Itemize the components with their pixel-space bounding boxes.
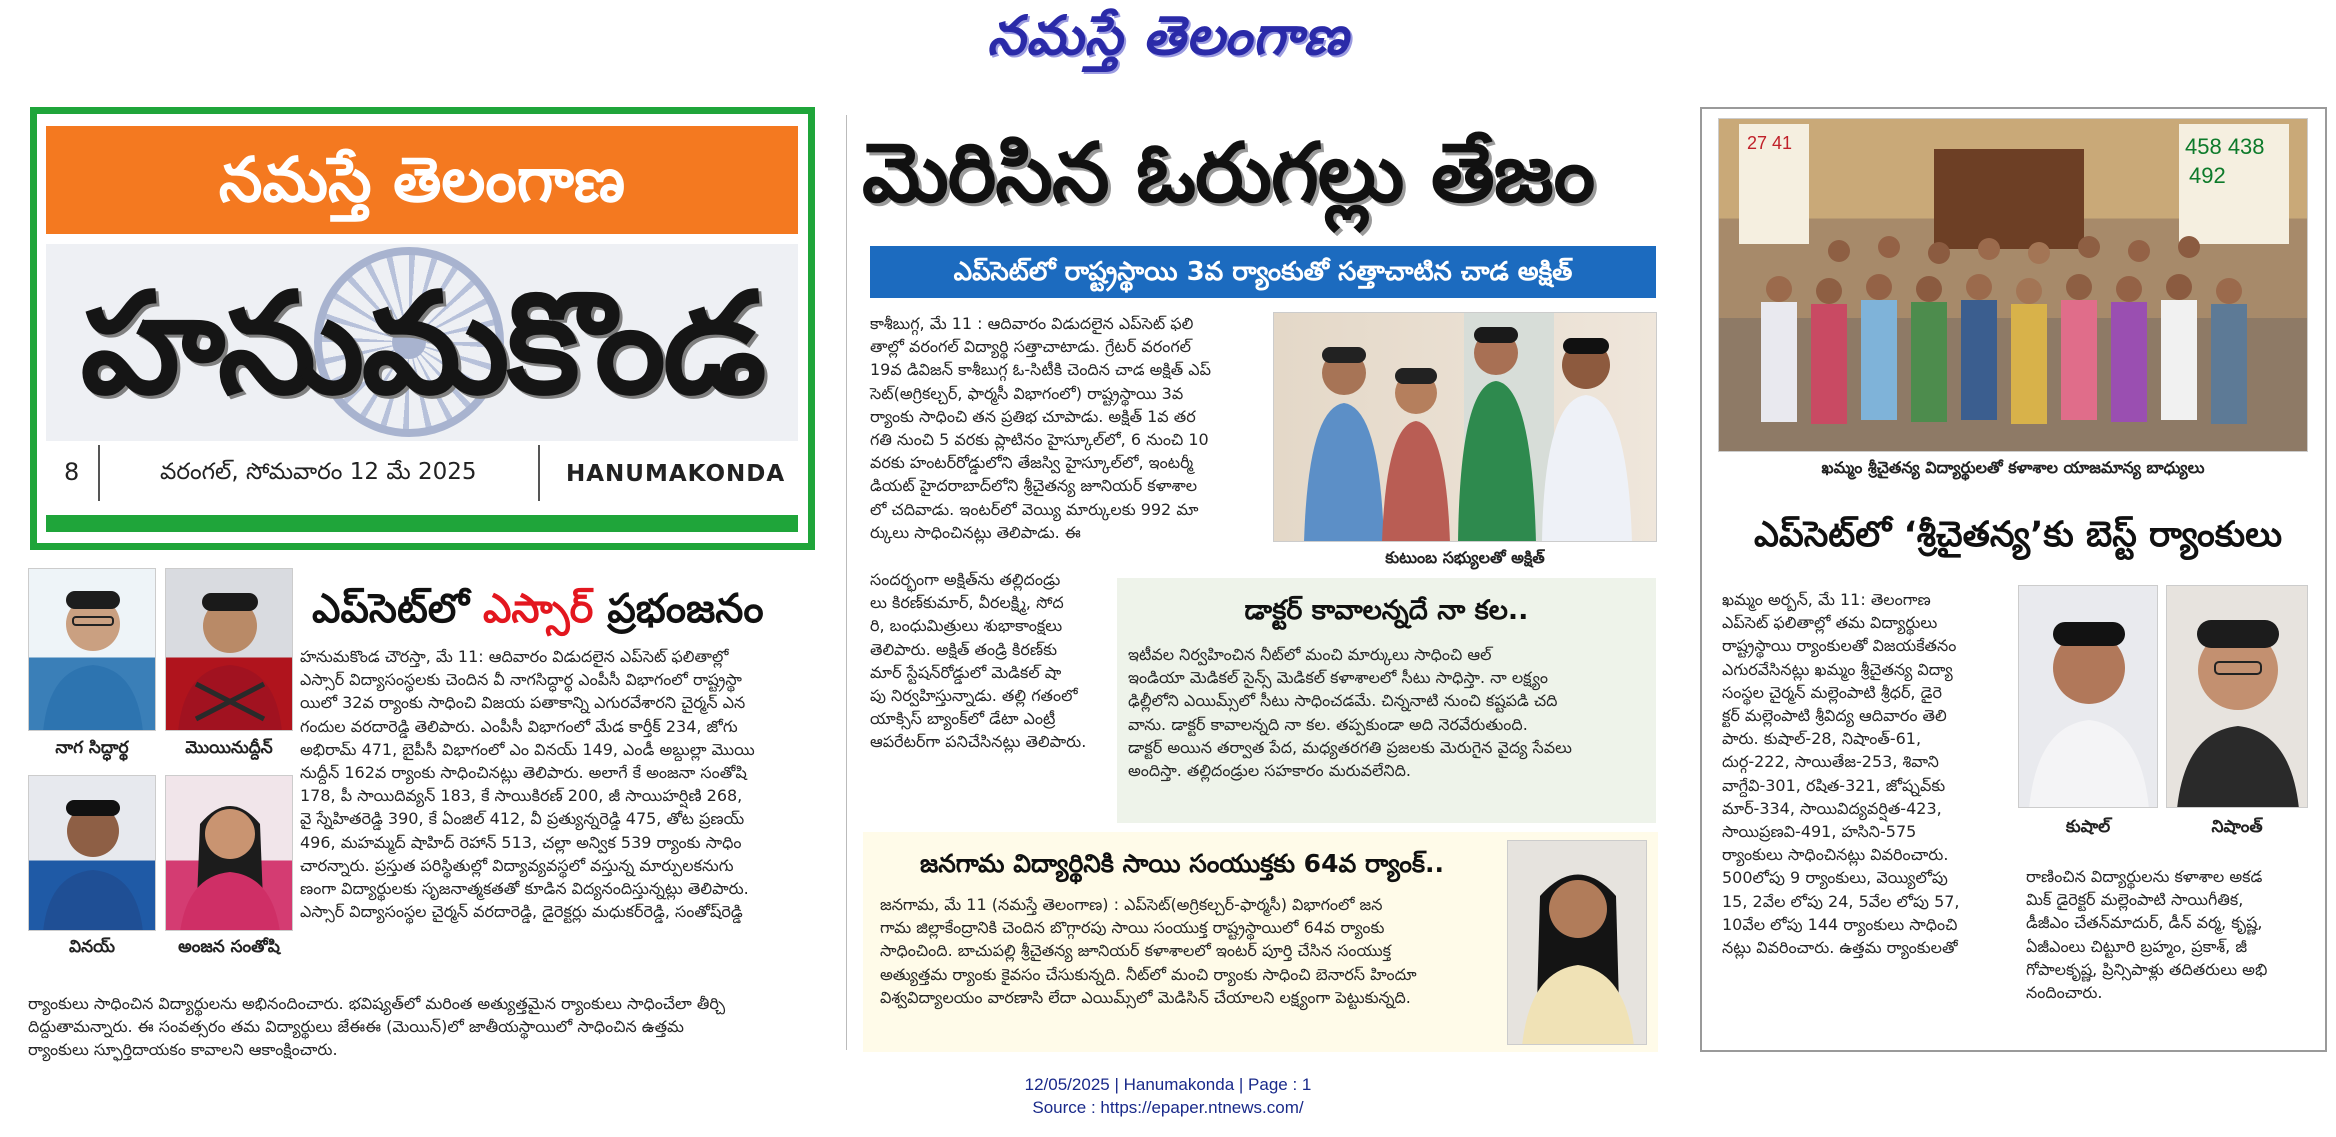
person-icon xyxy=(2167,586,2308,808)
edition-place-name: హనుమకొండ xyxy=(80,263,764,426)
family-photo-caption: కుటుంబ సభ్యులతో అక్షిత్ xyxy=(1385,548,1545,567)
student-photo xyxy=(2166,585,2308,808)
essar-body-lower: ర్యాంకులు సాధించిన విద్యార్థులను అభినందించారు. భవిష్యత్‌లో మరింత అత్యుత్తమైన ర్యాంకులు సాధించేలా తీర్చి దిద్దుతామన్నారు. ఈ సంవత్సరం తమ విద్యార్థులు జేఈఈ (మెయిన్)లో జాతీయస్థాయిలో సాధించిన ఉత్తమ ర్యాంకులు స్ఫూర్తిదాయకం కావాలని ఆకాంక్షించారు. xyxy=(28,994,726,1060)
footer-source: Source : https://epaper.ntnews.com/ xyxy=(1032,1098,1304,1117)
main-subheadline: ఎప్‌సెట్‌లో రాష్ట్రస్థాయి 3వ ర్యాంకుతో సత్తాచాటిన చాడ అక్షిత్ xyxy=(870,246,1656,298)
janagama-headline: జనగామ విద్యార్థినికి సాయి సంయుక్తకు 64వ ర్యాంక్.. xyxy=(919,849,1444,878)
person-icon xyxy=(166,569,293,731)
chaitanya-body-left: ఖమ్మం అర్బన్, మే 11: తెలంగాణ ఎప్‌సెట్ ఫలితాల్లో తమ విద్యార్థులు రాష్ట్రస్థాయి ర్యాంకులతో విజయకేతనం ఎగురవేసినట్లు ఖమ్మం శ్రీచైతన్య విద్యా సంస్థల చైర్మన్ మల్లెంపాటి శ్రీధర్, డైరె క్టర్ మల్లెంపాటి శ్రీవిద్య ఆదివారం తెలి పారు. కుషాల్-28, నిషాంత్-61, దుర్గ-222, సాయితేజ-253, శివాని వాగ్దేవి-301, రషిత-321, జోష్నవ్‌కు మార్-334, సాయివిద్యవర్షిత-423, సాయిప్రణవి-491, హసిని-575 ర్యాంకులు సాధించినట్లు వివరించారు. 500లోపు 9 ర్యాంకులు, వెయ్యిలోపు 15, 2వేల లోపు 24, 5వేల లోపు 57, 10వేల లోపు 144 ర్యాంకులు సాధించి నట్లు వివరించారు. ఉత్తమ ర్యాంకులతో xyxy=(1722,590,1960,958)
svg-text:492: 492 xyxy=(2189,163,2226,188)
person-icon xyxy=(29,776,156,931)
janagama-body: జనగామ, మే 11 (నమస్తే తెలంగాణ) : ఎప్‌సెట్(అగ్రికల్చర్-ఫార్మసీ) విభాగంలో జన గామ జిల్లాకేంద్రానికి చెందిన బొగ్గారపు సాయి సంయుక్త రాష్ట్రస్థాయిలో 64వ ర్యాంకు సాధించింది. బాచుపల్లి శ్రీచైతన్య జూనియర్ కళాశాలలో ఇంటర్ పూర్తి చేసిన సంయుక్త అత్యుత్తమ ర్యాంకు కైవసం చేసుకున్నది. నీట్‌లో మంచి ర్యాంకు సాధించి బెనారస్ హిందూ విశ్వవిద్యాలయం వారణాసి లేదా ఎయిమ్స్‌లో మెడిసిన్ చేయాలని లక్ష్యంగా పెట్టుకున్నది. xyxy=(880,895,1417,1007)
student-name: అంజన సంతోషి xyxy=(178,937,280,957)
chaitanya-headline: ఎప్‌సెట్‌లో ‘శ్రీచైతన్య’కు బెస్ట్ ర్యాంకులు xyxy=(1753,515,2283,555)
student-name: నిషాంత్ xyxy=(2211,817,2263,837)
essar-body-upper: హనుమకొండ చౌరస్తా, మే 11: ఆదివారం విడుదలైన ఎప్‌సెట్ ఫలితాల్లో ఎస్సార్ విద్యాసంస్థలకు చెందిన వీ నాగసిద్ధార్థ ఎంపీసీ విభాగంలో రాష్ట్రస్థా యిలో 32వ ర్యాంకు సాధించి విజయ పతాకాన్ని ఎగురవేశారని చైర్మన్ ఎన గందుల వరదారెడ్డి తెలిపారు. ఎంపీసీ విభాగంలో మేడ కార్తీక్ 234, జోగు అభిరామ్ 471, బైపీసీ విభాగంలో ఎం వినయ్ 149, ఎండీ అబ్దుల్లా మొయి నుద్దీన్ 162వ ర్యాంకు సాధించినట్లు తెలిపారు. అలాగే కే అంజనా సంతోషి 178, పీ సాయిదివ్యన్ 183, కే సాయికిరణ్ 200, జీ సాయిహర్షిణి 268, వై స్నేహితరెడ్డి 390, కే ఏంజిల్ 412, వీ ప్రత్యున్నరెడ్డి 475, తోట ప్రణయ్ 496, మహమ్మద్ షాహిద్ రెహాన్ 513, చల్లా అన్విక 539 ర్యాంకు సాధిం చారన్నారు. ప్రస్తుత పరిస్థితుల్లో విద్యావ్యవస్థలో వస్తున్న మార్పులకనుగు ణంగా విద్యార్థులకు సృజనాత్మకతతో కూడిన విద్యనందిస్తున్నట్లు తెలిపారు. ఎస్సార్ విద్యాసంస్థల చైర్మన్ వరదారెడ్డి, డైరెక్టర్లు మధుకర్‌రెడ్డి, సంతోష్‌రెడ్డి xyxy=(300,647,755,922)
sai-samyuktha-photo xyxy=(1507,840,1647,1045)
quote-body: ఇటీవల నిర్వహించిన నీట్‌లో మంచి మార్కులు సాధించి ఆల్ ఇండియా మెడికల్ సైన్స్ మెడికల్ కళాశాలలో సీటు సాధిస్తా. నా లక్ష్యం ఢిల్లీలోని ఎయిమ్స్‌లో సీటు సాధించడమే. చిన్ననాటి నుంచి కష్టపడి చది వాను. డాక్టర్ కావాలన్నది నా కల. తప్పకుండా అది నెరవేరుతుంది. డాక్టర్ అయిన తర్వాత పేద, మధ్యతరగతి ప్రజలకు మెరుగైన వైద్య సేవలు అందిస్తా. తల్లిదండ్రుల సహకారం మరువలేనిది. xyxy=(1128,645,1572,781)
main-body-bottom: సందర్భంగా అక్షిత్‌ను తల్లిదండ్రు లు కిరణ్‌కుమార్, వీరలక్ష్మి, సోద రి, బంధుమిత్రులు శుభాకాంక్షలు తెలిపారు. అక్షిత్ తండ్రి కిరణ్‌కు మార్ స్టేషన్‌రోడ్డులో మెడికల్ షా పు నిర్వహిస్తున్నాడు. తల్లి గతంలో యాక్సిస్ బ్యాంక్‌లో డేటా ఎంట్రీ ఆపరేటర్‌గా పనిచేసినట్లు తెలిపారు. xyxy=(870,570,1087,752)
masthead-logo: నమస్తే తెలంగాణ xyxy=(987,4,1349,67)
essar-headline: ఎప్‌సెట్‌లో ఎస్సార్ ప్రభంజనం xyxy=(312,586,764,632)
group-photo xyxy=(1718,118,2308,452)
green-bar xyxy=(46,515,798,532)
footer-dateline: 12/05/2025 | Hanumakonda | Page : 1 xyxy=(1024,1075,1312,1094)
header-divider xyxy=(98,445,100,501)
svg-text:27 41: 27 41 xyxy=(1747,133,1793,153)
person-icon xyxy=(166,776,293,931)
student-photo xyxy=(165,775,293,931)
quote-headline: డాక్టర్ కావాలన్నదే నా కల.. xyxy=(1244,595,1529,626)
person-icon xyxy=(29,569,156,731)
family-photo xyxy=(1273,312,1657,542)
student-name: మొయినుద్దీన్ xyxy=(185,738,273,758)
main-headline: మెరిసిన ఓరుగల్లు తేజం xyxy=(862,126,1595,221)
person-icon xyxy=(2019,586,2158,808)
edition-name: HANUMAKONDA xyxy=(566,461,786,487)
student-photo xyxy=(165,568,293,731)
date-line: వరంగల్, సోమవారం 12 మే 2025 xyxy=(160,459,477,485)
column-divider xyxy=(846,115,847,1050)
student-name: నాగ సిద్ధార్థ xyxy=(55,738,129,758)
group-photo-caption: ఖమ్మం శ్రీచైతన్య విద్యార్థులతో కళాశాల యాజమాన్య బాధ్యులు xyxy=(1821,458,2205,477)
page-number: 8 xyxy=(64,458,80,486)
main-body-top: కాశీబుగ్గ, మే 11 : ఆదివారం విడుదలైన ఎప్‌సెట్ ఫలి తాల్లో వరంగల్ విద్యార్థి సత్తాచాటాడు. గ్రేటర్ వరంగల్ 19వ డివిజన్ కాశీబుగ్గ ఓ-సిటీకి చెందిన చాడ అక్షిత్ ఎప్ సెట్(అగ్రికల్చర్, ఫార్మసీ విభాగంలో) రాష్ట్రస్థాయి 3వ ర్యాంకు సాధించి తన ప్రతిభ చూపాడు. అక్షిత్ 1వ తర గతి నుంచి 5 వరకు ప్లాటినం హైస్కూల్‌లో, 6 నుంచి 10 వరకు హంటర్‌రోడ్డులోని తేజస్వి హైస్కూల్‌లో, ఇంటర్మీ డియట్ హైదరాబాద్‌లోని శ్రీచైతన్య జూనియర్ కళాశాల లో చదివాడు. ఇంటర్‌లో వెయ్యి మార్కులకు 992 మా ర్కులు సాధించినట్లు తెలిపాడు. ఈ xyxy=(870,314,1212,542)
chaitanya-body-right: రాణించిన విద్యార్థులను కళాశాల అకడ మిక్ డైరెక్టర్ మల్లెంపాటి సాయిగీతిక, డీజీఎం చేతన్‌మాదుర్, డీన్ వర్మ, కృష్ణ, ఏజీఎంలు చిట్టూరి బ్రహ్మం, ప్రకాశ్, జీ గోపాలకృష్ణ, ప్రిన్సిపాళ్లు తదితరులు అభి నందించారు. xyxy=(2026,867,2268,1003)
svg-text:458 438: 458 438 xyxy=(2185,134,2265,159)
edition-brand-banner: నమస్తే తెలంగాణ xyxy=(46,126,798,234)
family-photo-art xyxy=(1274,313,1657,542)
student-photo xyxy=(28,775,156,931)
student-name: కుషాల్ xyxy=(2065,817,2111,837)
student-photo xyxy=(28,568,156,731)
student-name: వినయ్ xyxy=(69,937,115,957)
header-divider xyxy=(538,445,540,501)
student-photo xyxy=(2018,585,2158,808)
person-icon xyxy=(1508,841,1647,1045)
group-photo-art xyxy=(1719,119,2308,452)
